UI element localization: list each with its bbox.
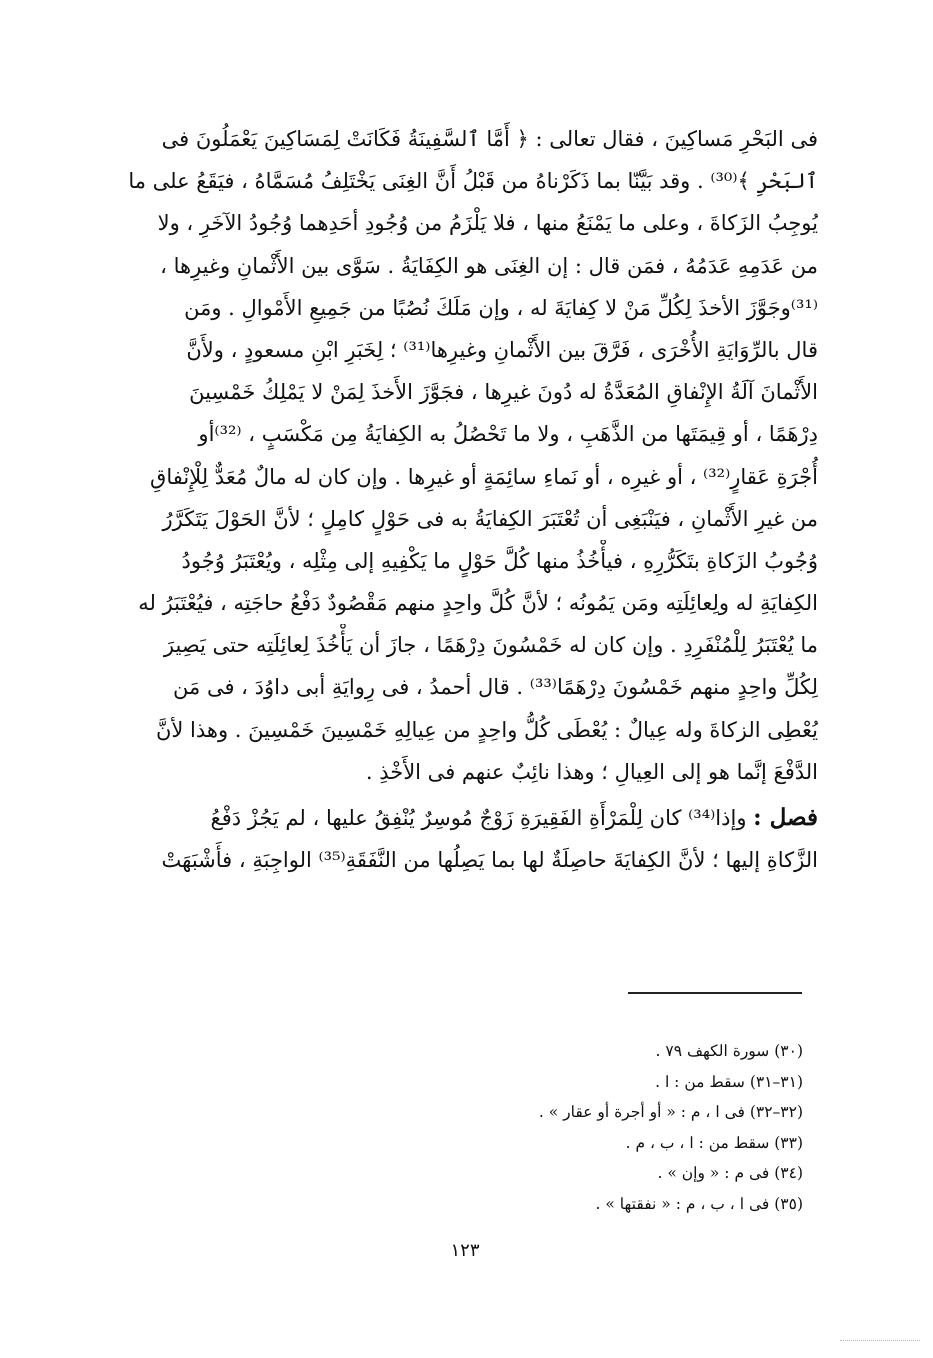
text-line: الدَّفْعَ إنَّما هو إلى العِيالِ ؛ وهذا نائِبٌ عنهم فى الأَخْذِ . bbox=[365, 759, 818, 784]
fasl-text: وإذا⁽³⁴⁾ كان لِلْمَرْأَةِ الفَقِيرَةِ زَوْجٌ مُوسِرٌ يُنْفِقُ عليها ، لم يَجُزْ دَفْعُ bbox=[210, 806, 754, 830]
footnote-35: (٣٥) فى ا ، ب ، م : « نفقتها » . bbox=[595, 1194, 803, 1213]
text-line: قال بالرِّوَايَةِ الأُخْرَى ، فَرَّقَ بين الأَثْمانِ وغيرِها⁽³¹⁾ ؛ لِخَبَرِ ابْنِ مسعودٍ ، ولأَنَّ bbox=[186, 337, 818, 362]
footnotes bbox=[303, 1036, 803, 1219]
text-line: يُعْطِى الزكاةَ وله عِيالٌ : يُعْطَى كُلُّ واحِدٍ من عِيالِهِ خَمْسِينَ خَمْسِينَ . وهذا لأنَّ bbox=[155, 717, 818, 742]
fasl-heading: فصل : bbox=[753, 804, 818, 831]
footnote-30: (٣٠) سورة الكهف ٧٩ . bbox=[655, 1042, 803, 1060]
text-line: وُجُوبُ الزَكاةِ بتَكَرُّرِهِ ، فيأْخُذُ منها كُلَّ حَوْلٍ ما يَكْفِيهِ إلى مِثْلِه ، ويُعْتَبَرُ وُجُودُ bbox=[181, 548, 818, 573]
text-line: أُجْرَةِ عَقارٍ⁽³²⁾ ، أو غيرِه ، أو نَماءِ سائِمَةٍ أو غيرِها . وإن كان له مالٌ مُعَدٌّ لِلْإِنْفاقِ bbox=[150, 464, 818, 489]
text-line: من عَدَمِهِ عَدَمُهُ ، فمَن قال : إن الغِنَى هو الكِفَايَةُ . سَوَّى بين الأَثْمانِ وغيرِها ، bbox=[160, 253, 818, 278]
scan-artifact bbox=[840, 1340, 920, 1345]
footnote-32: (٣٢–٣٢) فى ا ، م : « أو أجرة أو عقار » . bbox=[538, 1103, 803, 1121]
main-text-block bbox=[118, 118, 818, 881]
fasl-first-line bbox=[118, 797, 818, 839]
text-line: فى البَحْرِ مَساكِينَ ، فقال تعالى : ﴿ أَمَّا ٱلسَّفِينَةُ فَكَانَتْ لِمَسَاكِينَ يَعْمَلُونَ فى bbox=[161, 127, 818, 151]
text-line: من غيرِ الأَثْمانِ ، فيَنْبَغِى أن تُعْتَبَرَ الكِفايَةُ به فى حَوْلٍ كامِلٍ ؛ لأنَّ الحَوْلَ يَتَكَرَّرُ bbox=[162, 506, 818, 531]
footnote-separator bbox=[628, 992, 802, 994]
text-line: ما يُعْتَبَرُ لِلْمُنْفَرِدِ . وإن كان له خَمْسُونَ دِرْهَمًا ، جازَ أن يَأْخُذَ لِعائِلَتِه حتى يَصِيرَ bbox=[163, 633, 818, 658]
text-line: الزَّكاةِ إليها ؛ لأنَّ الكِفايَةَ حاصِلَةٌ لها بما يَصِلُها من النَّفَقَةِ⁽³⁵⁾ الواجِبَةِ ، فأَشْبَهَتْ bbox=[161, 848, 818, 873]
text-line: الأَثْمانَ آلَةُ الإِنْفاقِ المُعَدَّةُ له دُونَ غيرِها ، فجَوَّزَ الأَخذَ لِمَنْ لا يَمْلِكُ خَمْسِينَ bbox=[189, 380, 818, 405]
footnote-31: (٣١–٣١) سقط من : ا . bbox=[655, 1072, 803, 1091]
footnote-33: (٣٣) سقط من : ا ، ب ، م . bbox=[625, 1133, 803, 1152]
page-number: ١٢٣ bbox=[450, 1240, 480, 1261]
text-line: ⁽³¹⁾وجَوَّزَ الأخذَ لِكُلِّ مَنْ لا كِفايَةَ له ، وإن مَلَكَ نُصُبًا من جَمِيعِ الأَمْوالِ . ومَن bbox=[184, 295, 818, 320]
text-line: يُوجِبُ الزَكاةَ ، وعلى ما يَمْنَعُ منها ، فلا يَلْزَمُ من وُجُودِ أحَدِهما وُجُودُ الآخَرِ ، ولا bbox=[157, 211, 818, 236]
text-line: دِرْهَمًا ، أو قِيمَتَها من الذَّهَبِ ، ولا ما تَحْصُلُ به الكِفايَةُ مِن مَكْسَبٍ ، ⁽³²⁾أو bbox=[198, 422, 818, 447]
text-line: ٱلبَحْرِ ﴾⁽³⁰⁾ . وقد بَيَّنّا بما ذَكَرْناهُ من قَبْلُ أَنَّ الغِنَى يَخْتَلِفُ مُسَمَّاهُ ، فيَقَعُ على ما bbox=[128, 169, 818, 194]
text-line: الكِفايَةِ له ولِعائِلَتِه ومَن يَمُونُه ؛ لأنَّ كُلَّ واحِدٍ منهم مَقْصُودٌ دَفْعُ حاجَتِه ، فيُعْتَبَرُ له bbox=[138, 591, 818, 616]
footnote-34: (٣٤) فى م : « وإن » . bbox=[657, 1164, 803, 1182]
text-line: لِكُلِّ واحِدٍ منهم خَمْسُونَ دِرْهَمًا⁽³³⁾ . قال أحمدُ ، فى رِوايَةِ أبى داوُدَ ، فى مَن bbox=[173, 675, 818, 700]
